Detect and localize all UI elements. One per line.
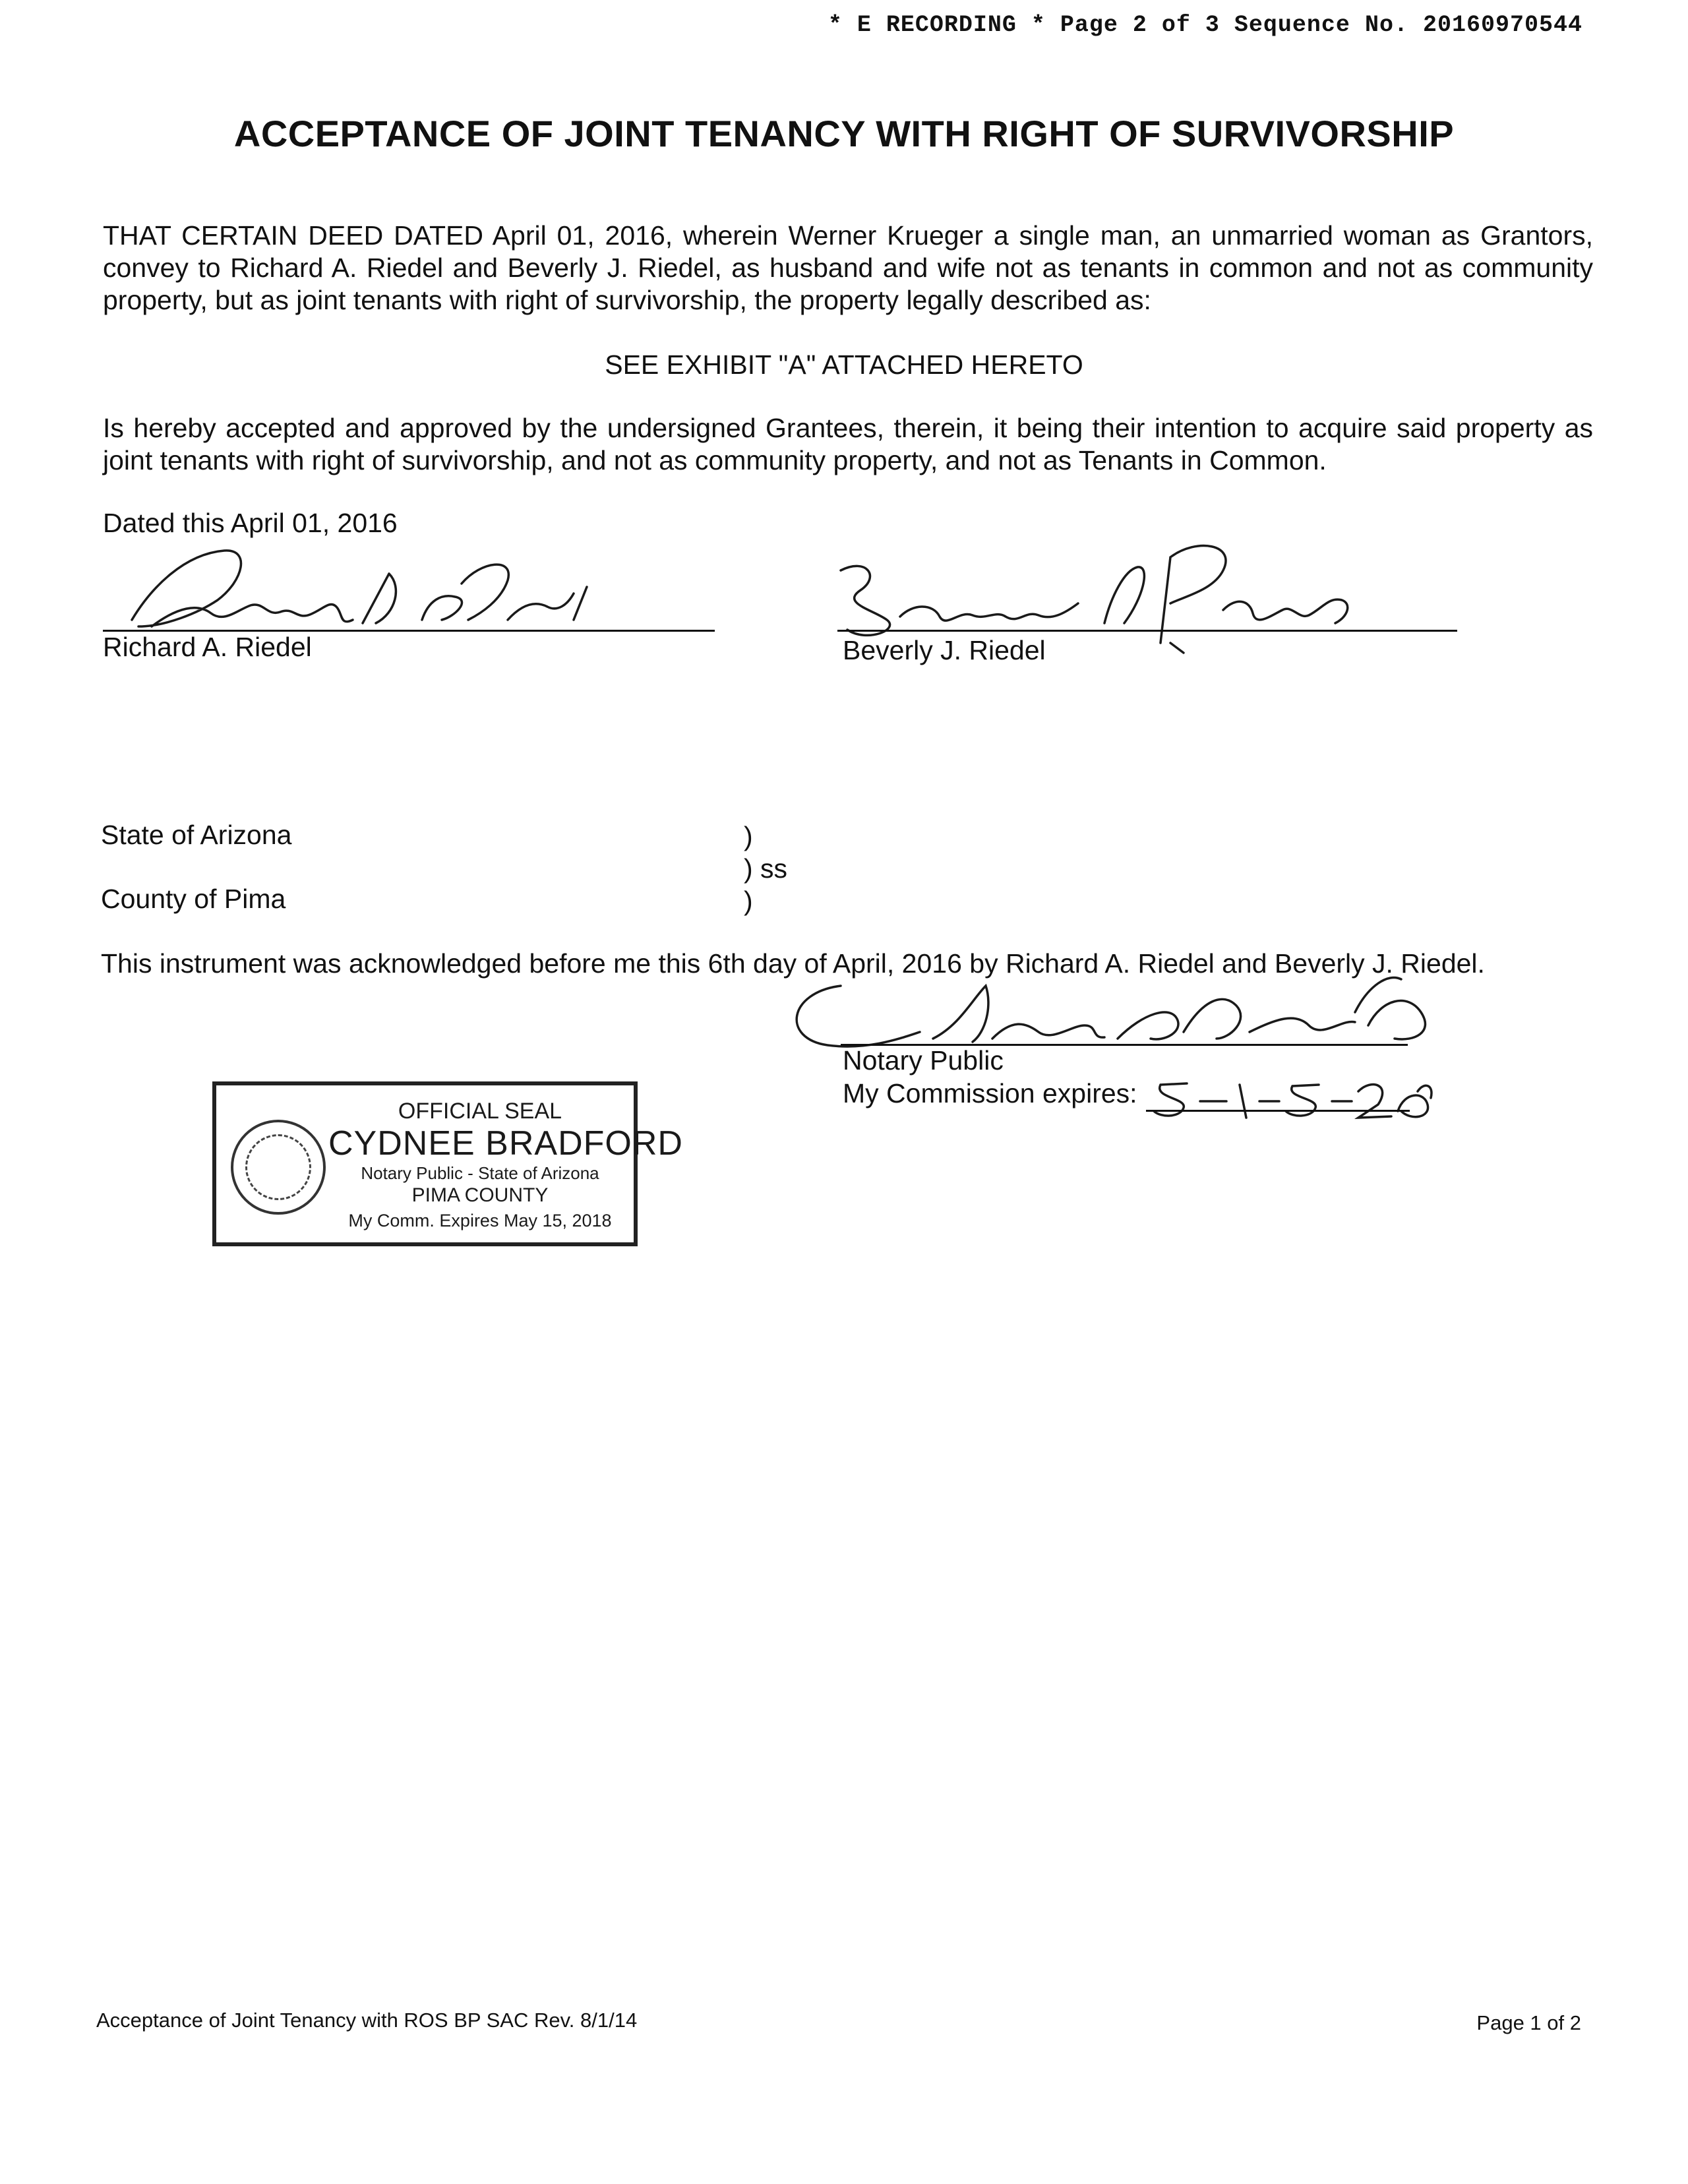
signature-line-beverly — [837, 630, 1457, 632]
venue-county: County of Pima — [101, 884, 286, 914]
document-title: ACCEPTANCE OF JOINT TENANCY WITH RIGHT OF SURVIVORSHIP — [233, 113, 1455, 154]
acceptance-paragraph: Is hereby accepted and approved by the undersigned Grantees, therein, it being their intention to acquire said property as joint tenants with right of survivorship, and not as community property, and not as Tenants in Common. — [103, 413, 1593, 475]
state-seal-emblem-icon — [231, 1120, 326, 1215]
venue-bracket-bottom: ) — [744, 886, 753, 916]
venue-bracket-ss: ) ss — [744, 853, 788, 884]
recording-header: * E RECORDING * Page 2 of 3 Sequence No. 20160970544 — [828, 12, 1582, 38]
richard-signature — [112, 528, 600, 646]
signer-name-richard: Richard A. Riedel — [103, 632, 312, 662]
seal-expiration: My Comm. Expires May 15, 2018 — [348, 1211, 612, 1230]
venue-state: State of Arizona — [101, 820, 292, 850]
notary-public-label: Notary Public — [843, 1045, 1004, 1076]
commission-date-handwriting — [1147, 1072, 1437, 1124]
venue-bracket-top: ) — [744, 821, 753, 851]
seal-notary-state: Notary Public - State of Arizona — [361, 1163, 599, 1183]
signer-name-beverly: Beverly J. Riedel — [843, 635, 1046, 665]
seal-heading: OFFICIAL SEAL — [398, 1099, 562, 1124]
seal-notary-name: CYDNEE BRADFORD — [328, 1124, 683, 1163]
exhibit-reference: SEE EXHIBIT "A" ATTACHED HERETO — [605, 349, 1083, 380]
page-number-footer: Page 1 of 2 — [1476, 2011, 1581, 2034]
seal-county: PIMA COUNTY — [411, 1184, 549, 1206]
deed-paragraph: THAT CERTAIN DEED DATED April 01, 2016, wherein Werner Krueger a single man, an unmarried woman as Grantors, convey to Richard A. Riedel and Beverly J. Riedel, as husband and wife not as tenants in common and not as community property, but as joint tenants with right of survivorship, the property legally described as: — [103, 220, 1593, 315]
acknowledgment-statement: This instrument was acknowledged before me this 6th day of April, 2016 by Richard A. Riedel and Beverly J. Riedel. — [101, 948, 1485, 979]
form-reference-footer: Acceptance of Joint Tenancy with ROS BP SAC Rev. 8/1/14 — [96, 2009, 638, 2032]
notary-seal-stamp — [212, 1081, 683, 1246]
dated-line: Dated this April 01, 2016 — [103, 508, 398, 538]
commission-date-line — [1146, 1110, 1410, 1112]
commission-expires-label: My Commission expires: — [843, 1078, 1137, 1108]
